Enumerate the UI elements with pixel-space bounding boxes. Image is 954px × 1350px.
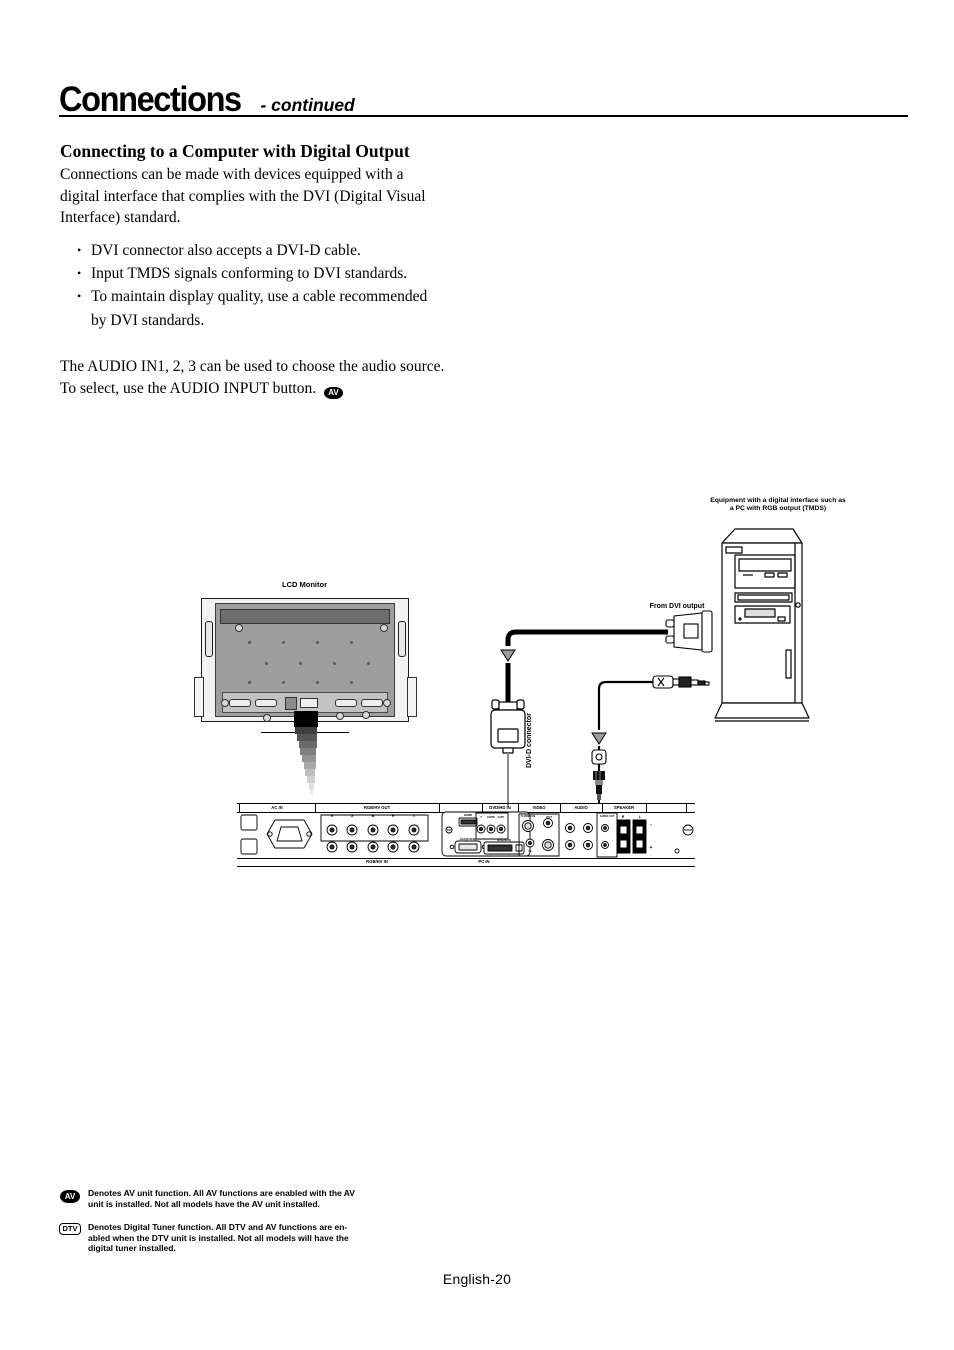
panel-section-label: SPEAKER <box>613 804 635 810</box>
audio-note: The AUDIO IN1, 2, 3 can be used to choose the audio source. To select, use the AUDIO INPUT button. AV <box>60 358 445 397</box>
lcd-monitor-label: LCD Monitor <box>282 580 327 589</box>
rgb-hv-in-label: RGB/HV IN <box>366 859 388 864</box>
section-heading: Connecting to a Computer with Digital Output <box>60 141 410 161</box>
screw-icon <box>380 624 388 632</box>
cables-illustration <box>440 600 730 812</box>
bullet-item: • To maintain display quality, use a cable recommended by DVI standards. <box>60 285 427 331</box>
panel-section-label: AC IN <box>271 804 283 810</box>
dvi-cable <box>508 632 668 646</box>
panel-section-label: DVD/HD IN <box>489 804 511 810</box>
page-title: Connections <box>59 80 241 119</box>
panel-section-label: AUDIO <box>574 804 588 810</box>
dvi-connector-label: DVI-D connector <box>526 713 533 768</box>
mount-bracket <box>194 677 204 717</box>
intro-line: Connections can be made with devices equipped with a <box>60 166 404 183</box>
monitor-handle <box>205 621 213 657</box>
audio-plug-icon <box>653 676 709 688</box>
pc-in-label: PC IN <box>478 859 490 864</box>
mini-jack-plug-icon <box>593 771 605 803</box>
bullet-marker: • <box>77 289 82 304</box>
header-rule <box>59 115 908 117</box>
bullet-marker: • <box>77 266 82 281</box>
hdmi-label: HDMI <box>464 813 472 817</box>
footnotes <box>57 1188 408 1267</box>
ferrite-bead-icon <box>592 750 606 764</box>
connector-compartment <box>294 711 318 727</box>
dvi-d-connector-icon <box>491 700 525 753</box>
mount-bracket <box>407 677 417 717</box>
screw-icon <box>235 624 243 632</box>
audio-out-label: AUDIO OUT <box>599 814 615 818</box>
intro-paragraph <box>60 164 426 229</box>
bullet-item: • Input TMDS signals conforming to DVI standards. <box>60 262 427 285</box>
monitor-connector-recess <box>222 692 388 713</box>
bullet-item: • DVI connector also accepts a DVI-D cable. <box>60 239 427 262</box>
panel-section-label: RGB/HV OUT <box>363 804 391 810</box>
down-arrow-icon <box>501 650 515 661</box>
down-arrow-icon <box>592 733 606 744</box>
dvi-label: DVI(DVI-D) <box>496 837 512 842</box>
page-number: English-20 <box>442 1271 512 1287</box>
page-subtitle: - continued <box>260 95 355 115</box>
bullet-marker: • <box>77 243 82 257</box>
vga-label: VGA(D-SUB) <box>459 836 477 841</box>
intro-line: Interface) standard. <box>60 209 181 226</box>
terminal-panel: AC IN RGB/HV OUT DVD/HD IN VIDEO AUDIO SPEAKER RGB/HV IN PC IN R G B H V HDMI VGA(D-SUB) DVI(DVI-D) Y Cb/Pb Cr/Pr S-VIDEO IN OUT IN AUDIO OUT R L - + <box>237 803 695 867</box>
audio-cable <box>592 676 709 803</box>
footnote-av: AV Denotes AV unit function. All AV functions are enabled with the AV unit is installed. Not all models have the AV unit installed. <box>57 1188 408 1209</box>
monitor-top-strip <box>220 609 390 624</box>
from-dvi-output-label: From DVI output <box>649 603 705 610</box>
monitor-handle <box>398 621 406 657</box>
lcd-monitor-illustration <box>201 598 409 722</box>
av-badge-icon: AV <box>324 387 343 399</box>
panel-section-label: VIDEO <box>532 804 546 810</box>
equipment-label: Equipment with a digital interface such as a PC with RGB output (TMDS) <box>710 497 846 512</box>
intro-line: digital interface that complies with the DVI (Digital Visual <box>60 187 426 205</box>
dvi-plug-icon <box>666 611 712 652</box>
page-header <box>59 80 355 120</box>
bullet-list <box>60 239 427 332</box>
footnote-dtv: DTV Denotes Digital Tuner function. All DTV and AV functions are en- abled when the DTV unit is installed. Not all models will have the digital tuner installed. <box>57 1222 408 1254</box>
dtv-badge-icon: DTV <box>59 1223 81 1235</box>
av-badge-icon: AV <box>60 1190 80 1203</box>
